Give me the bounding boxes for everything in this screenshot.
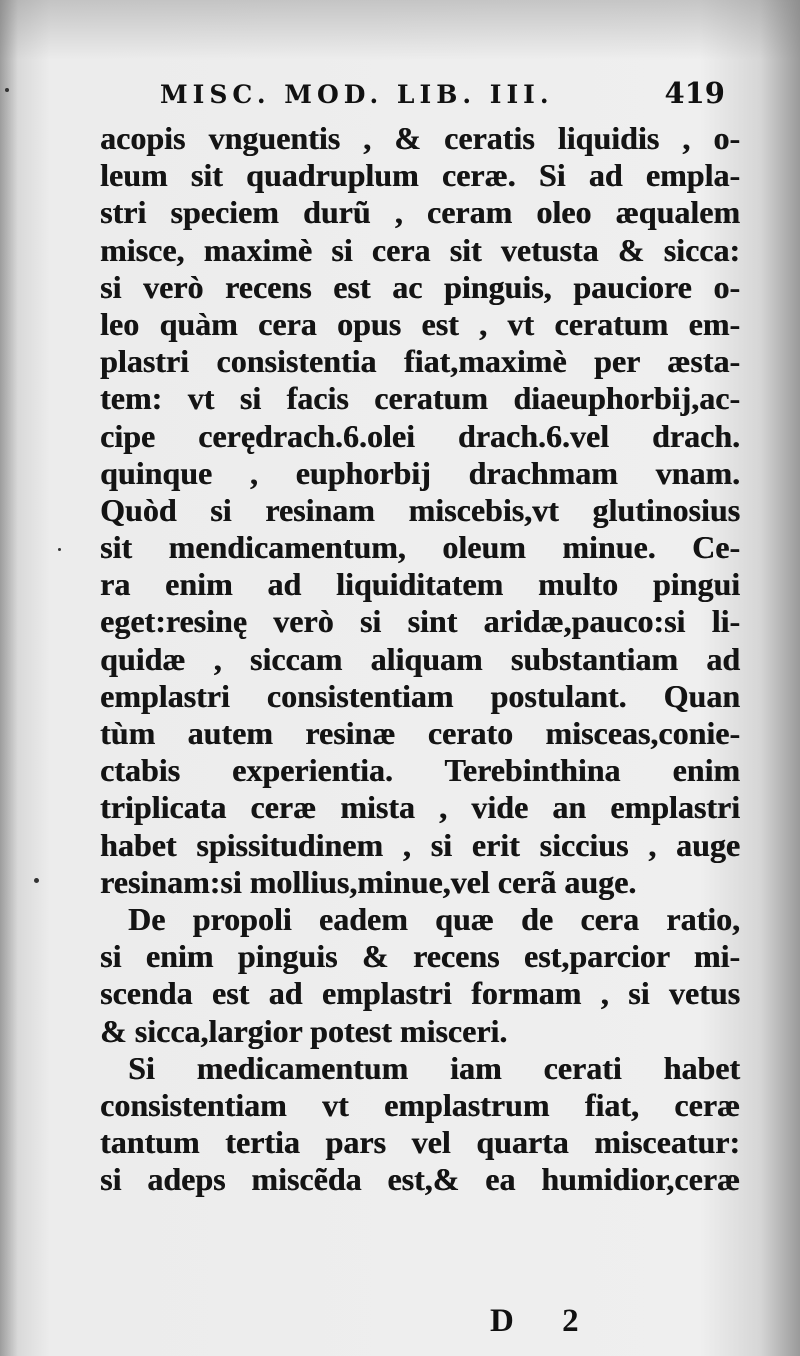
text-line: habet spissitudinem , si erit siccius , auge [100,826,740,863]
page-number: 419 [664,76,725,110]
text-line: quinque , euphorbij drachmam vnam. [100,454,740,491]
text-line: ctabis experientia. Terebinthina enim [100,752,740,789]
text-line: tùm autem resinæ cerato misceas,conie- [100,715,740,751]
text-line: leo quàm cera opus est , vt ceratum em- [100,305,740,342]
text-line: De propoli eadem quæ de cera ratio, [128,900,740,937]
ink-speck [5,88,9,92]
text-line: stri speciem durũ , ceram oleo æqualem [100,194,740,231]
text-line: Quòd si resinam miscebis,vt glutinosius [100,491,740,528]
ink-speck [58,548,61,551]
text-line: consistentiam vt emplastrum fiat, ceræ [100,1086,740,1123]
ink-speck [34,878,39,883]
text-line: misce, maximè si cera sit vetusta & sicca: [100,231,740,268]
signature-mark: D 2 [490,1303,599,1339]
text-line: tantum tertia pars vel quarta misceatur: [100,1124,740,1161]
text-line: si enim pinguis & recens est,parcior mi- [100,938,740,975]
text-line: emplastri consistentiam postulant. Quan [100,677,740,714]
text-line: plastri consistentia fiat,maximè per æsta- [100,343,740,380]
text-line: si adeps miscẽda est,& ea humidior,ceræ [100,1161,740,1198]
text-line: sit mendicamentum, oleum minue. Ce- [100,529,740,566]
text-line: acopis vnguentis , & ceratis liquidis , o- [100,120,740,156]
text-line: eget:resinę verò si sint aridæ,pauco:si li- [100,603,740,640]
text-line: si verò recens est ac pinguis, pauciore o- [100,268,740,305]
text-line: leum sit quadruplum ceræ. Si ad empla- [100,157,740,194]
page-header [160,70,725,120]
text-line: triplicata ceræ mista , vide an emplastri [100,789,740,826]
text-line: & sicca,largior potest misceri. [100,1012,508,1049]
text-line: scenda est ad emplastri formam , si vetus [100,975,740,1012]
text-line: resinam:si mollius,minue,vel cerã auge. [100,863,637,900]
text-line: quidæ , siccam aliquam substantiam ad [100,640,740,677]
running-title: MISC. MOD. LIB. III. [160,80,554,109]
text-line: Si medicamentum iam cerati habet [128,1049,740,1086]
text-line: tem: vt si facis ceratum diaeuphorbij,ac- [100,380,740,417]
body-text [100,120,740,1198]
text-line: ra enim ad liquiditatem multo pingui [100,566,740,603]
text-line: cipe cerędrach.6.olei drach.6.vel drach. [100,417,740,454]
